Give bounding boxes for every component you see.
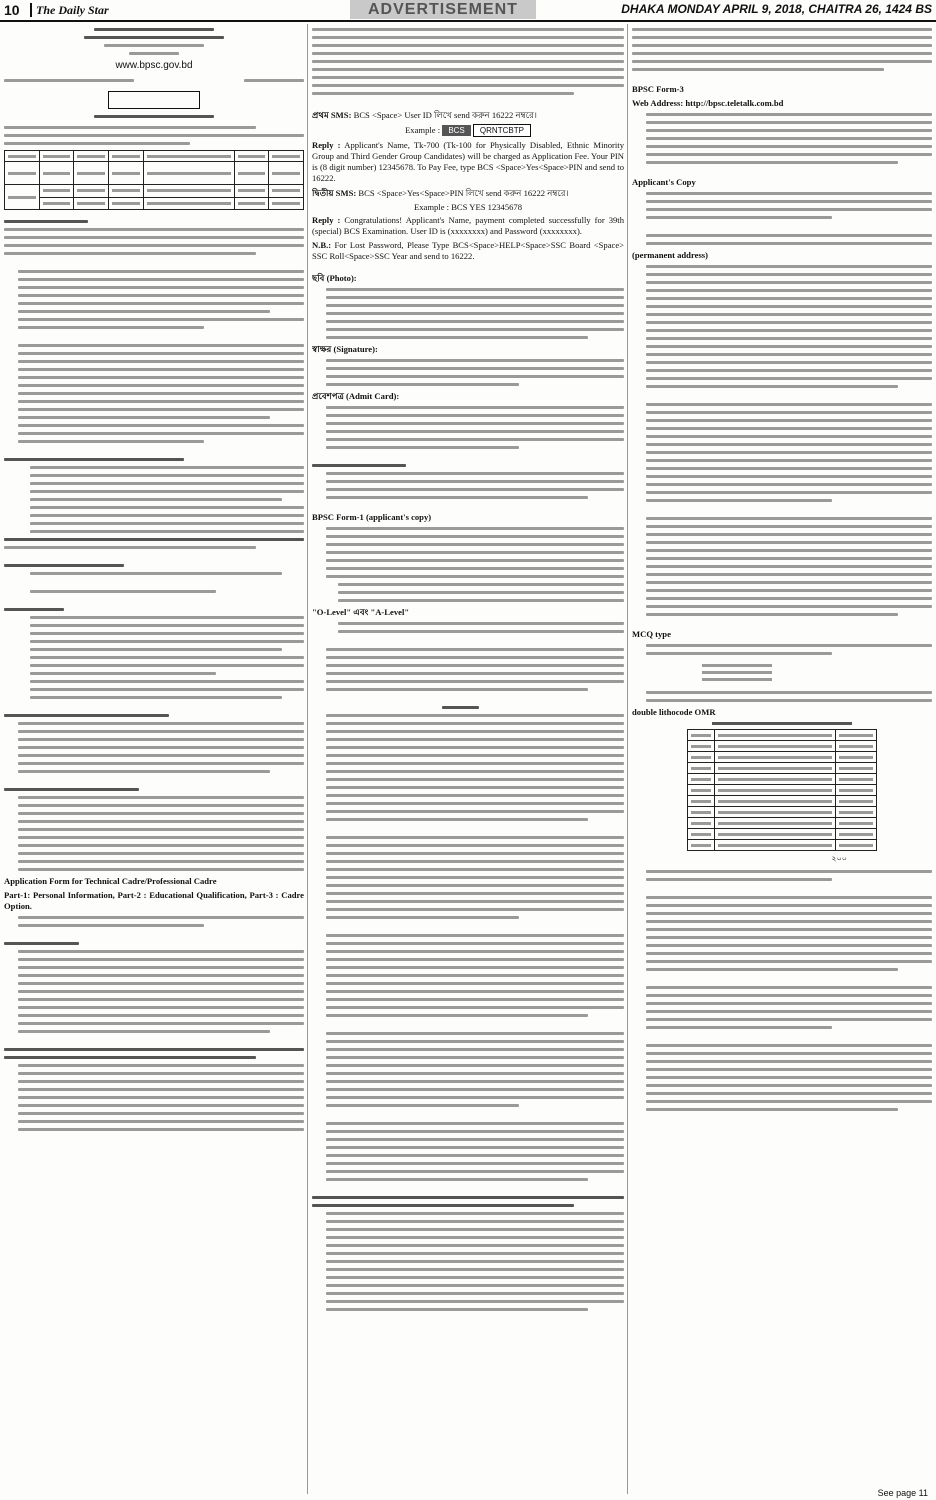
teletalk-web-address: Web Address: http://bpsc.teletalk.com.bd [632, 98, 784, 108]
notice-title-box [108, 91, 200, 109]
omr-note: double lithocode OMR [632, 707, 716, 717]
first-sms-example: Example : BCS QRNTCBTP [312, 124, 624, 137]
section-label: ADVERTISEMENT [350, 0, 536, 19]
admit-card-heading: প্রবেশপত্র (Admit Card): [312, 391, 400, 401]
sms-code-userid: QRNTCBTP [473, 124, 531, 137]
photo-heading: ছবি (Photo): [312, 273, 357, 283]
column-right [632, 24, 932, 1494]
olevel-note: "O-Level" এবং "A-Level" [312, 607, 410, 617]
notice-website: www.bpsc.gov.bd [115, 60, 193, 71]
sms-reply-1: Reply : Applicant's Name, Tk-700 (Tk-100 for Physically Disabled, Ethnic Minority Group and Third Gender Group Candidates) will be charged as Application Fee. Your PIN is (8 digit number) 12345678. To Pay Fee, type BCS <Space>Yes<Space>PIN and send to 16222. [312, 140, 624, 183]
lost-password-note: N.B.: For Lost Password, Please Type BCS<Space>HELP<Space>SSC Board <Space> SSC Roll<Space>SSC Year and send to 16222. [312, 240, 624, 261]
mcq-type-note: MCQ type [632, 629, 671, 639]
column-rule [307, 24, 308, 1494]
form-heading: BPSC Form-1 (applicant's copy) [312, 512, 432, 522]
column-rule [627, 24, 628, 1494]
date-line: DHAKA MONDAY APRIL 9, 2018, CHAITRA 26, 1424 BS [621, 2, 932, 16]
column-middle [312, 24, 624, 1494]
column-left [4, 24, 304, 1494]
continued-link[interactable]: See page 11 [877, 1488, 928, 1498]
applicants-copy-heading: Applicant's Copy [632, 177, 696, 187]
tech-form-note: Application Form for Technical Cadre/Professional Cadre [4, 876, 217, 886]
masthead-divider [30, 3, 32, 17]
post-table [4, 150, 304, 210]
mcq-subject-table [687, 722, 877, 866]
notice-header [79, 28, 229, 55]
second-sms-example: Example : BCS YES 12345678 [413, 202, 523, 212]
sms-reply-2: Reply : Congratulations! Applicant's Name, payment completed successfully for 39th (special) BCS Examination. User ID is (xxxxxxxx) and Password (xxxxxxxx). [312, 215, 624, 236]
sms-code-bcs: BCS [442, 125, 470, 136]
bpsc-form3-heading: BPSC Form-3 [632, 84, 684, 94]
second-sms: দ্বিতীয় SMS: BCS <Space>Yes<Space>PIN লিখে send করুন 16222 নম্বরে। [312, 188, 569, 198]
permanent-address-note: (permanent address) [632, 250, 708, 260]
memo-row [4, 75, 304, 87]
part-info-note: Part-1: Personal Information, Part-2 : Educational Qualification, Part-3 : Cadre Option. [4, 890, 304, 911]
mcq-total: ২০০ [831, 854, 847, 863]
page-number: 10 [4, 2, 20, 18]
masthead [0, 0, 936, 22]
exam-title [94, 115, 214, 118]
marks-breakdown [702, 660, 842, 681]
signature-heading: স্বাক্ষর (Signature): [312, 344, 378, 354]
newspaper-name: The Daily Star [36, 2, 109, 17]
first-sms: প্রথম SMS: BCS <Space> User ID লিখে send করুন 16222 নম্বরে। [312, 110, 537, 120]
